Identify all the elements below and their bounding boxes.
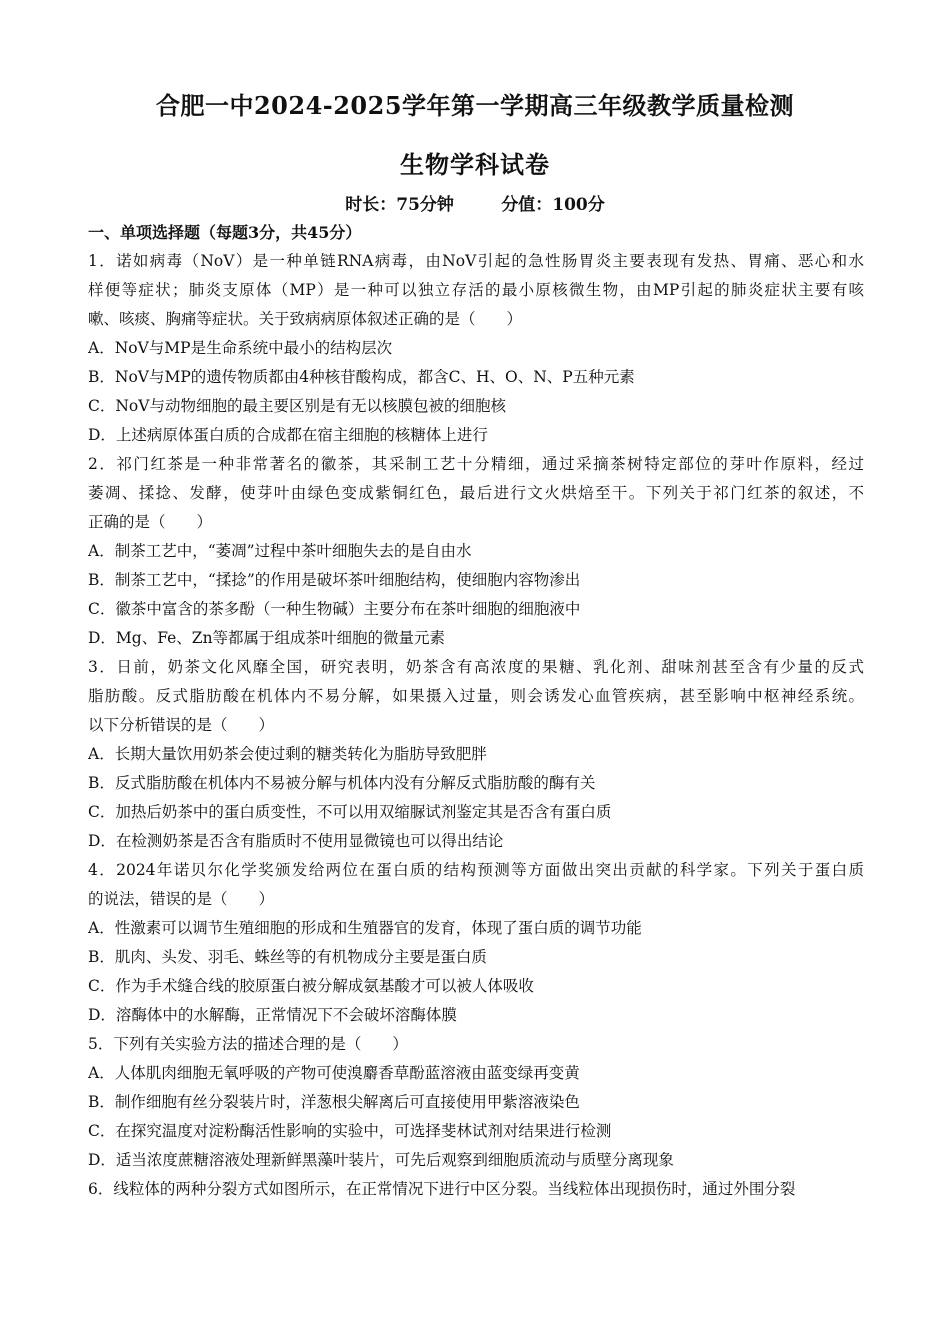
question-stem xyxy=(88,1030,864,1059)
option-C: C．徽茶中富含的茶多酚（一种生物碱）主要分布在茶叶细胞的细胞液中 xyxy=(88,600,581,618)
stem-line: 2．祁门红茶是一种非常著名的徽茶，其采制工艺十分精细，通过采摘茶树特定部位的芽叶作原料，经过 xyxy=(88,455,864,473)
section-heading: 一、单项选择题（每题3分，共45分） xyxy=(88,223,362,242)
stem-line: 3．日前，奶茶文化风靡全国，研究表明，奶茶含有高浓度的果糖、乳化剂、甜味剂甚至含有少量的反式 xyxy=(88,658,864,676)
stem-line: 5．下列有关实验方法的描述合理的是（ ） xyxy=(88,1035,408,1053)
option-A: A．人体肌肉细胞无氧呼吸的产物可使溴麝香草酚蓝溶液由蓝变绿再变黄 xyxy=(88,1064,580,1082)
option-B: B．制茶工艺中，“揉捻”的作用是破坏茶叶细胞结构，使细胞内容物渗出 xyxy=(88,571,581,589)
question-4 xyxy=(88,856,864,1030)
option-D: D．上述病原体蛋白质的合成都在宿主细胞的核糖体上进行 xyxy=(88,426,488,444)
option-A: A．制茶工艺中，“萎凋”过程中茶叶细胞失去的是自由水 xyxy=(88,542,472,560)
option-D: D．适当浓度蔗糖溶液处理新鲜黑藻叶装片，可先后观察到细胞质流动与质壁分离现象 xyxy=(88,1151,674,1169)
option-C: C．作为手术缝合线的胶原蛋白被分解成氨基酸才可以被人体吸收 xyxy=(88,977,534,995)
stem-line: 1．诺如病毒（NoV）是一种单链RNA病毒，由NoV引起的急性肠胃炎主要表现有发热、胃痛、恶心和水 xyxy=(88,252,864,270)
question-stem xyxy=(88,653,864,740)
question-stem xyxy=(88,856,864,914)
question-5 xyxy=(88,1030,864,1175)
question-1 xyxy=(88,247,864,450)
option-D: D．溶酶体中的水解酶，正常情况下不会破坏溶酶体膜 xyxy=(88,1006,457,1024)
stem-line: 4．2024年诺贝尔化学奖颁发给两位在蛋白质的结构预测等方面做出突出贡献的科学家。下列关于蛋白质 xyxy=(88,861,864,879)
stem-line: 正确的是（ ） xyxy=(88,513,213,531)
question-stem xyxy=(88,1175,864,1204)
stem-line: 萎凋、揉捻、发酵，使芽叶由绿色变成紫铜红色，最后进行文火烘焙至干。下列关于祁门红茶的叙述，不 xyxy=(88,484,864,502)
option-B: B．反式脂肪酸在机体内不易被分解与机体内没有分解反式脂肪酸的酶有关 xyxy=(88,774,596,792)
option-D: D．Mg、Fe、Zn等都属于组成茶叶细胞的微量元素 xyxy=(88,629,446,647)
question-stem xyxy=(88,247,864,334)
exam-score: 分值：100分 xyxy=(501,195,605,215)
option-B: B．制作细胞有丝分裂装片时，洋葱根尖解离后可直接使用甲紫溶液染色 xyxy=(88,1093,580,1111)
option-B: B．NoV与MP的遗传物质都由4种核苷酸构成，都含C、H、O、N、P五种元素 xyxy=(88,368,635,386)
stem-line: 6．线粒体的两种分裂方式如图所示，在正常情况下进行中区分裂。当线粒体出现损伤时，通过外围分裂 xyxy=(88,1180,796,1198)
exam-duration: 时长：75分钟 xyxy=(345,195,454,215)
stem-line: 嗽、咳痰、胸痛等症状。关于致病病原体叙述正确的是（ ） xyxy=(88,310,523,328)
option-C: C．NoV与动物细胞的最主要区别是有无以核膜包被的细胞核 xyxy=(88,397,506,415)
stem-line: 的说法，错误的是（ ） xyxy=(88,890,275,908)
question-3 xyxy=(88,653,864,856)
option-C: C．在探究温度对淀粉酶活性影响的实验中，可选择斐林试剂对结果进行检测 xyxy=(88,1122,612,1140)
stem-line: 样便等症状；肺炎支原体（MP）是一种可以独立存活的最小原核微生物，由MP引起的肺炎症状主要有咳 xyxy=(88,281,864,299)
stem-line: 脂肪酸。反式脂肪酸在机体内不易分解，如果摄入过量，则会诱发心血管疾病，甚至影响中枢神经系统。 xyxy=(88,687,864,705)
exam-content xyxy=(88,218,864,1204)
option-A: A．NoV与MP是生命系统中最小的结构层次 xyxy=(88,339,393,357)
option-A: A．长期大量饮用奶茶会使过剩的糖类转化为脂肪导致肥胖 xyxy=(88,745,487,763)
option-D: D．在检测奶茶是否含有脂质时不使用显微镜也可以得出结论 xyxy=(88,832,504,850)
option-A: A．性激素可以调节生殖细胞的形成和生殖器官的发育，体现了蛋白质的调节功能 xyxy=(88,919,642,937)
question-stem xyxy=(88,450,864,537)
question-6 xyxy=(88,1175,864,1204)
exam-title: 合肥一中2024-2025学年第一学期高三年级教学质量检测 xyxy=(155,91,795,120)
exam-meta xyxy=(0,190,950,215)
option-C: C．加热后奶茶中的蛋白质变性，不可以用双缩脲试剂鉴定其是否含有蛋白质 xyxy=(88,803,612,821)
question-list xyxy=(88,247,864,1204)
exam-subtitle: 生物学科试卷 xyxy=(400,150,550,179)
stem-line: 以下分析错误的是（ ） xyxy=(88,716,275,734)
option-B: B．肌肉、头发、羽毛、蛛丝等的有机物成分主要是蛋白质 xyxy=(88,948,487,966)
question-2 xyxy=(88,450,864,653)
